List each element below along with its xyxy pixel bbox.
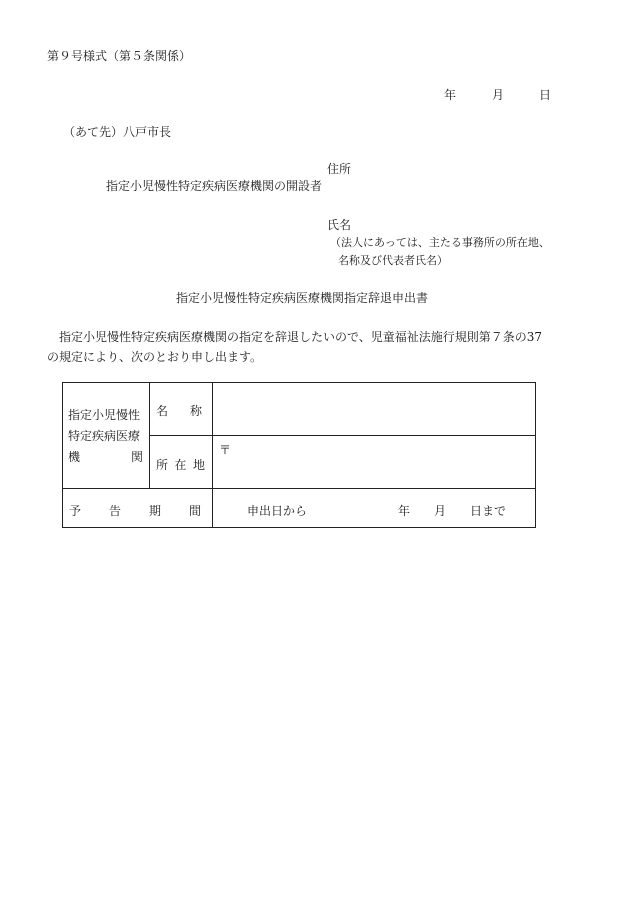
institution-label-line2: 特定疾病医療 — [68, 429, 141, 443]
notice-label-char-4: 間 — [188, 504, 201, 518]
address-label-b: 在 — [174, 458, 187, 472]
form-number: 第９号様式（第５条関係） — [47, 49, 192, 63]
body-text: 指定小児慢性特定疾病医療機関の指定を辞退したいので、児童福祉法施行規則第７条の37の規定により、次のとおり申し出ます。 — [47, 330, 543, 364]
notice-period-value-cell[interactable] — [213, 489, 536, 528]
name-label-cell — [150, 383, 213, 436]
address-label: 住所 — [327, 162, 352, 176]
application-table — [62, 382, 536, 528]
notice-month: 月 — [434, 504, 447, 518]
document-title: 指定小児慢性特定疾病医療機関指定辞退申出書 — [176, 291, 429, 305]
institution-label-line3-a: 機 — [68, 450, 81, 464]
address-label-cell — [150, 436, 213, 489]
name-note-line1: （法人にあっては、主たる事務所の所在地、 — [330, 236, 550, 249]
notice-label-char-1: 予 — [69, 504, 82, 518]
postal-mark: 〒 — [219, 443, 232, 457]
date-line — [0, 88, 630, 102]
name-note-line2: 名称及び代表者氏名） — [338, 254, 448, 267]
addressee: （あて先）八戸市長 — [63, 125, 172, 139]
notice-label-char-2: 告 — [108, 504, 121, 518]
name-value-cell[interactable] — [213, 383, 536, 436]
institution-label-line3 — [68, 447, 143, 468]
name-label: 氏名 — [327, 218, 352, 232]
institution-label-line1: 指定小児慢性 — [68, 408, 141, 422]
institution-label-line3-b: 関 — [130, 450, 143, 464]
date-day-label: 日 — [539, 88, 552, 102]
date-year-label: 年 — [444, 88, 457, 102]
name-label-b: 称 — [189, 404, 202, 418]
address-label-c: 地 — [192, 458, 205, 472]
name-label-a: 名 — [156, 404, 169, 418]
address-label-a: 所 — [156, 458, 169, 472]
address-value-cell[interactable] — [213, 436, 536, 489]
notice-period-label-cell — [63, 489, 213, 528]
institution-header-cell — [63, 383, 150, 489]
notice-label-char-3: 期 — [148, 504, 161, 518]
applicant-role: 指定小児慢性特定疾病医療機関の開設者 — [106, 179, 323, 193]
notice-until: 日まで — [470, 504, 507, 518]
notice-from: 申出日から — [247, 504, 308, 518]
notice-year: 年 — [398, 504, 411, 518]
date-month-label: 月 — [492, 88, 505, 102]
